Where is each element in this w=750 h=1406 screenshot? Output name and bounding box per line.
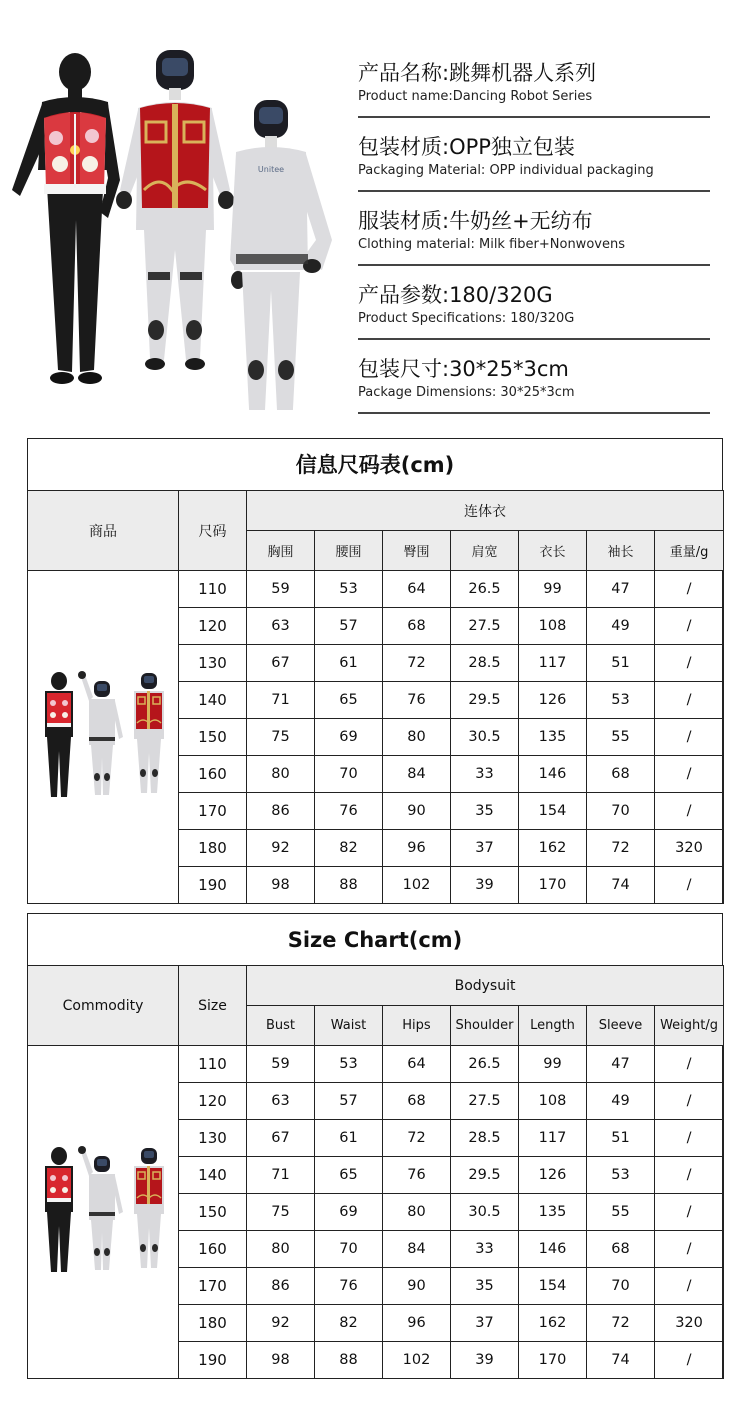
- spec-cn-text: 包装尺寸:30*25*3cm: [358, 357, 569, 381]
- measurement-cell: 49: [587, 608, 655, 645]
- header-weight: 重量/g: [655, 531, 724, 571]
- measurement-cell: 39: [451, 1342, 519, 1379]
- product-photo: [0, 40, 345, 410]
- header-shoulder: 肩宽: [451, 531, 519, 571]
- size-cell: 120: [179, 608, 247, 645]
- measurement-cell: 162: [519, 830, 587, 867]
- chart-title: Size Chart(cm): [28, 914, 722, 966]
- size-cell: 160: [179, 756, 247, 793]
- measurement-cell: 72: [383, 1120, 451, 1157]
- measurement-cell: 84: [383, 756, 451, 793]
- measurement-cell: /: [655, 1342, 724, 1379]
- measurement-cell: 117: [519, 645, 587, 682]
- header-group: 连体衣: [247, 491, 724, 531]
- size-table: [27, 965, 724, 1379]
- spec-product-specifications: [358, 274, 710, 348]
- commodity-photo-cell: [28, 571, 179, 904]
- measurement-cell: 162: [519, 1305, 587, 1342]
- size-cell: 110: [179, 1046, 247, 1083]
- measurement-cell: 63: [247, 608, 315, 645]
- size-table-body: [28, 1046, 724, 1379]
- measurement-cell: 80: [247, 756, 315, 793]
- measurement-cell: 68: [587, 756, 655, 793]
- header-sleeve: 袖长: [587, 531, 655, 571]
- measurement-cell: 76: [383, 682, 451, 719]
- spec-package-dimensions: [358, 348, 710, 422]
- measurement-cell: 57: [315, 1083, 383, 1120]
- measurement-cell: 82: [315, 1305, 383, 1342]
- spec-en-text: Package Dimensions: 30*25*3cm: [358, 385, 575, 400]
- spec-cn-text: 产品名称:跳舞机器人系列: [358, 61, 597, 85]
- measurement-cell: 68: [587, 1231, 655, 1268]
- chest-logo-text: Unitee: [257, 165, 285, 174]
- measurement-cell: 65: [315, 682, 383, 719]
- measurement-cell: 108: [519, 1083, 587, 1120]
- measurement-cell: 86: [247, 793, 315, 830]
- measurement-cell: 108: [519, 608, 587, 645]
- measurement-cell: 154: [519, 1268, 587, 1305]
- measurement-cell: 63: [247, 1083, 315, 1120]
- divider: [358, 190, 710, 192]
- measurement-cell: 75: [247, 719, 315, 756]
- measurement-cell: 88: [315, 867, 383, 904]
- measurement-cell: 126: [519, 1157, 587, 1194]
- header-commodity: Commodity: [28, 966, 179, 1046]
- measurement-cell: /: [655, 719, 724, 756]
- measurement-cell: 99: [519, 1046, 587, 1083]
- measurement-cell: 99: [519, 571, 587, 608]
- size-cell: 190: [179, 867, 247, 904]
- measurement-cell: 53: [587, 1157, 655, 1194]
- measurement-cell: 76: [383, 1157, 451, 1194]
- measurement-cell: /: [655, 1194, 724, 1231]
- measurement-cell: /: [655, 1083, 724, 1120]
- measurement-cell: 72: [587, 1305, 655, 1342]
- measurement-cell: 90: [383, 793, 451, 830]
- measurement-cell: /: [655, 793, 724, 830]
- measurement-cell: 37: [451, 1305, 519, 1342]
- measurement-cell: 53: [315, 1046, 383, 1083]
- header-length: Length: [519, 1006, 587, 1046]
- measurement-cell: 70: [315, 756, 383, 793]
- measurement-cell: 126: [519, 682, 587, 719]
- measurement-cell: 26.5: [451, 1046, 519, 1083]
- measurement-cell: 69: [315, 719, 383, 756]
- measurement-cell: 37: [451, 830, 519, 867]
- spec-cn-text: 包装材质:OPP独立包装: [358, 135, 575, 159]
- measurement-cell: 27.5: [451, 608, 519, 645]
- measurement-cell: 117: [519, 1120, 587, 1157]
- measurement-cell: 98: [247, 1342, 315, 1379]
- measurement-cell: 68: [383, 608, 451, 645]
- measurement-cell: /: [655, 682, 724, 719]
- black-suit-figure: [12, 53, 120, 384]
- measurement-cell: 51: [587, 1120, 655, 1157]
- measurement-cell: 92: [247, 830, 315, 867]
- size-cell: 110: [179, 571, 247, 608]
- size-cell: 150: [179, 719, 247, 756]
- measurement-cell: 49: [587, 1083, 655, 1120]
- header-hips: 臀围: [383, 531, 451, 571]
- measurement-cell: 80: [383, 719, 451, 756]
- product-spec-list: [358, 52, 710, 422]
- measurement-cell: 135: [519, 1194, 587, 1231]
- size-cell: 180: [179, 1305, 247, 1342]
- measurement-cell: 320: [655, 1305, 724, 1342]
- measurement-cell: /: [655, 1120, 724, 1157]
- header-bust: Bust: [247, 1006, 315, 1046]
- header-size: 尺码: [179, 491, 247, 571]
- measurement-cell: 64: [383, 571, 451, 608]
- measurement-cell: 102: [383, 1342, 451, 1379]
- commodity-photo-cell: [28, 1046, 179, 1379]
- divider: [358, 116, 710, 118]
- table-row: [28, 571, 724, 608]
- measurement-cell: 70: [587, 793, 655, 830]
- header-group: Bodysuit: [247, 966, 724, 1006]
- header-weight: Weight/g: [655, 1006, 724, 1046]
- measurement-cell: 67: [247, 1120, 315, 1157]
- measurement-cell: /: [655, 645, 724, 682]
- measurement-cell: 29.5: [451, 682, 519, 719]
- header-hips: Hips: [383, 1006, 451, 1046]
- divider: [358, 338, 710, 340]
- size-chart-cn: [27, 438, 723, 904]
- measurement-cell: 59: [247, 1046, 315, 1083]
- measurement-cell: 33: [451, 756, 519, 793]
- measurement-cell: 47: [587, 1046, 655, 1083]
- size-cell: 140: [179, 1157, 247, 1194]
- measurement-cell: 53: [587, 682, 655, 719]
- measurement-cell: 146: [519, 1231, 587, 1268]
- measurement-cell: /: [655, 1046, 724, 1083]
- measurement-cell: /: [655, 608, 724, 645]
- divider: [358, 412, 710, 414]
- measurement-cell: /: [655, 1231, 724, 1268]
- measurement-cell: 68: [383, 1083, 451, 1120]
- measurement-cell: 26.5: [451, 571, 519, 608]
- measurement-cell: 90: [383, 1268, 451, 1305]
- measurement-cell: 70: [315, 1231, 383, 1268]
- measurement-cell: 320: [655, 830, 724, 867]
- spec-clothing-material: [358, 200, 710, 274]
- size-cell: 130: [179, 645, 247, 682]
- measurement-cell: 84: [383, 1231, 451, 1268]
- measurement-cell: 30.5: [451, 1194, 519, 1231]
- spec-cn-text: 产品参数:180/320G: [358, 283, 553, 307]
- header-bust: 胸围: [247, 531, 315, 571]
- measurement-cell: 86: [247, 1268, 315, 1305]
- header-shoulder: Shoulder: [451, 1006, 519, 1046]
- measurement-cell: 154: [519, 793, 587, 830]
- measurement-cell: 71: [247, 1157, 315, 1194]
- chart-title: 信息尺码表(cm): [28, 439, 722, 491]
- measurement-cell: 65: [315, 1157, 383, 1194]
- red-vest-figure: [116, 50, 234, 370]
- measurement-cell: 47: [587, 571, 655, 608]
- header-waist: 腰围: [315, 531, 383, 571]
- measurement-cell: /: [655, 756, 724, 793]
- size-cell: 160: [179, 1231, 247, 1268]
- measurement-cell: 102: [383, 867, 451, 904]
- measurement-cell: 80: [383, 1194, 451, 1231]
- spec-en-text: Product Specifications: 180/320G: [358, 311, 575, 326]
- measurement-cell: 27.5: [451, 1083, 519, 1120]
- measurement-cell: 82: [315, 830, 383, 867]
- measurement-cell: 61: [315, 1120, 383, 1157]
- spec-cn-text: 服装材质:牛奶丝+无纺布: [358, 209, 593, 233]
- measurement-cell: 80: [247, 1231, 315, 1268]
- size-chart-en: [27, 913, 723, 1379]
- measurement-cell: 35: [451, 1268, 519, 1305]
- measurement-cell: /: [655, 867, 724, 904]
- measurement-cell: 28.5: [451, 645, 519, 682]
- measurement-cell: 51: [587, 645, 655, 682]
- size-cell: 130: [179, 1120, 247, 1157]
- measurement-cell: 28.5: [451, 1120, 519, 1157]
- measurement-cell: 92: [247, 1305, 315, 1342]
- measurement-cell: 55: [587, 719, 655, 756]
- measurement-cell: 57: [315, 608, 383, 645]
- measurement-cell: /: [655, 571, 724, 608]
- commodity-thumbnail-photo: [33, 1142, 173, 1282]
- size-table: [27, 490, 724, 904]
- measurement-cell: 96: [383, 1305, 451, 1342]
- measurement-cell: 55: [587, 1194, 655, 1231]
- size-cell: 170: [179, 1268, 247, 1305]
- measurement-cell: 74: [587, 867, 655, 904]
- spec-en-text: Product name:Dancing Robot Series: [358, 89, 593, 104]
- measurement-cell: 76: [315, 793, 383, 830]
- size-cell: 180: [179, 830, 247, 867]
- measurement-cell: 146: [519, 756, 587, 793]
- measurement-cell: /: [655, 1268, 724, 1305]
- measurement-cell: 170: [519, 867, 587, 904]
- measurement-cell: 170: [519, 1342, 587, 1379]
- measurement-cell: 70: [587, 1268, 655, 1305]
- size-cell: 140: [179, 682, 247, 719]
- measurement-cell: 30.5: [451, 719, 519, 756]
- measurement-cell: 72: [587, 830, 655, 867]
- header-commodity: 商品: [28, 491, 179, 571]
- measurement-cell: 64: [383, 1046, 451, 1083]
- spec-packaging-material: [358, 126, 710, 200]
- header-length: 衣长: [519, 531, 587, 571]
- white-suit-figure: [230, 100, 332, 410]
- measurement-cell: 72: [383, 645, 451, 682]
- size-cell: 190: [179, 1342, 247, 1379]
- measurement-cell: 76: [315, 1268, 383, 1305]
- size-cell: 150: [179, 1194, 247, 1231]
- product-overview: [0, 0, 750, 420]
- header-size: Size: [179, 966, 247, 1046]
- size-cell: 120: [179, 1083, 247, 1120]
- spec-en-text: Clothing material: Milk fiber+Nonwovens: [358, 237, 625, 252]
- measurement-cell: 69: [315, 1194, 383, 1231]
- commodity-thumbnail-photo: [33, 667, 173, 807]
- measurement-cell: 53: [315, 571, 383, 608]
- measurement-cell: 59: [247, 571, 315, 608]
- measurement-cell: 88: [315, 1342, 383, 1379]
- measurement-cell: 33: [451, 1231, 519, 1268]
- divider: [358, 264, 710, 266]
- measurement-cell: 96: [383, 830, 451, 867]
- size-table-body: [28, 571, 724, 904]
- header-sleeve: Sleeve: [587, 1006, 655, 1046]
- header-waist: Waist: [315, 1006, 383, 1046]
- measurement-cell: 75: [247, 1194, 315, 1231]
- measurement-cell: 39: [451, 867, 519, 904]
- measurement-cell: 71: [247, 682, 315, 719]
- table-row: [28, 1046, 724, 1083]
- measurement-cell: 135: [519, 719, 587, 756]
- spec-en-text: Packaging Material: OPP individual packaging: [358, 163, 654, 178]
- measurement-cell: /: [655, 1157, 724, 1194]
- measurement-cell: 98: [247, 867, 315, 904]
- size-cell: 170: [179, 793, 247, 830]
- measurement-cell: 61: [315, 645, 383, 682]
- measurement-cell: 74: [587, 1342, 655, 1379]
- measurement-cell: 29.5: [451, 1157, 519, 1194]
- measurement-cell: 35: [451, 793, 519, 830]
- spec-product-name: [358, 52, 710, 126]
- measurement-cell: 67: [247, 645, 315, 682]
